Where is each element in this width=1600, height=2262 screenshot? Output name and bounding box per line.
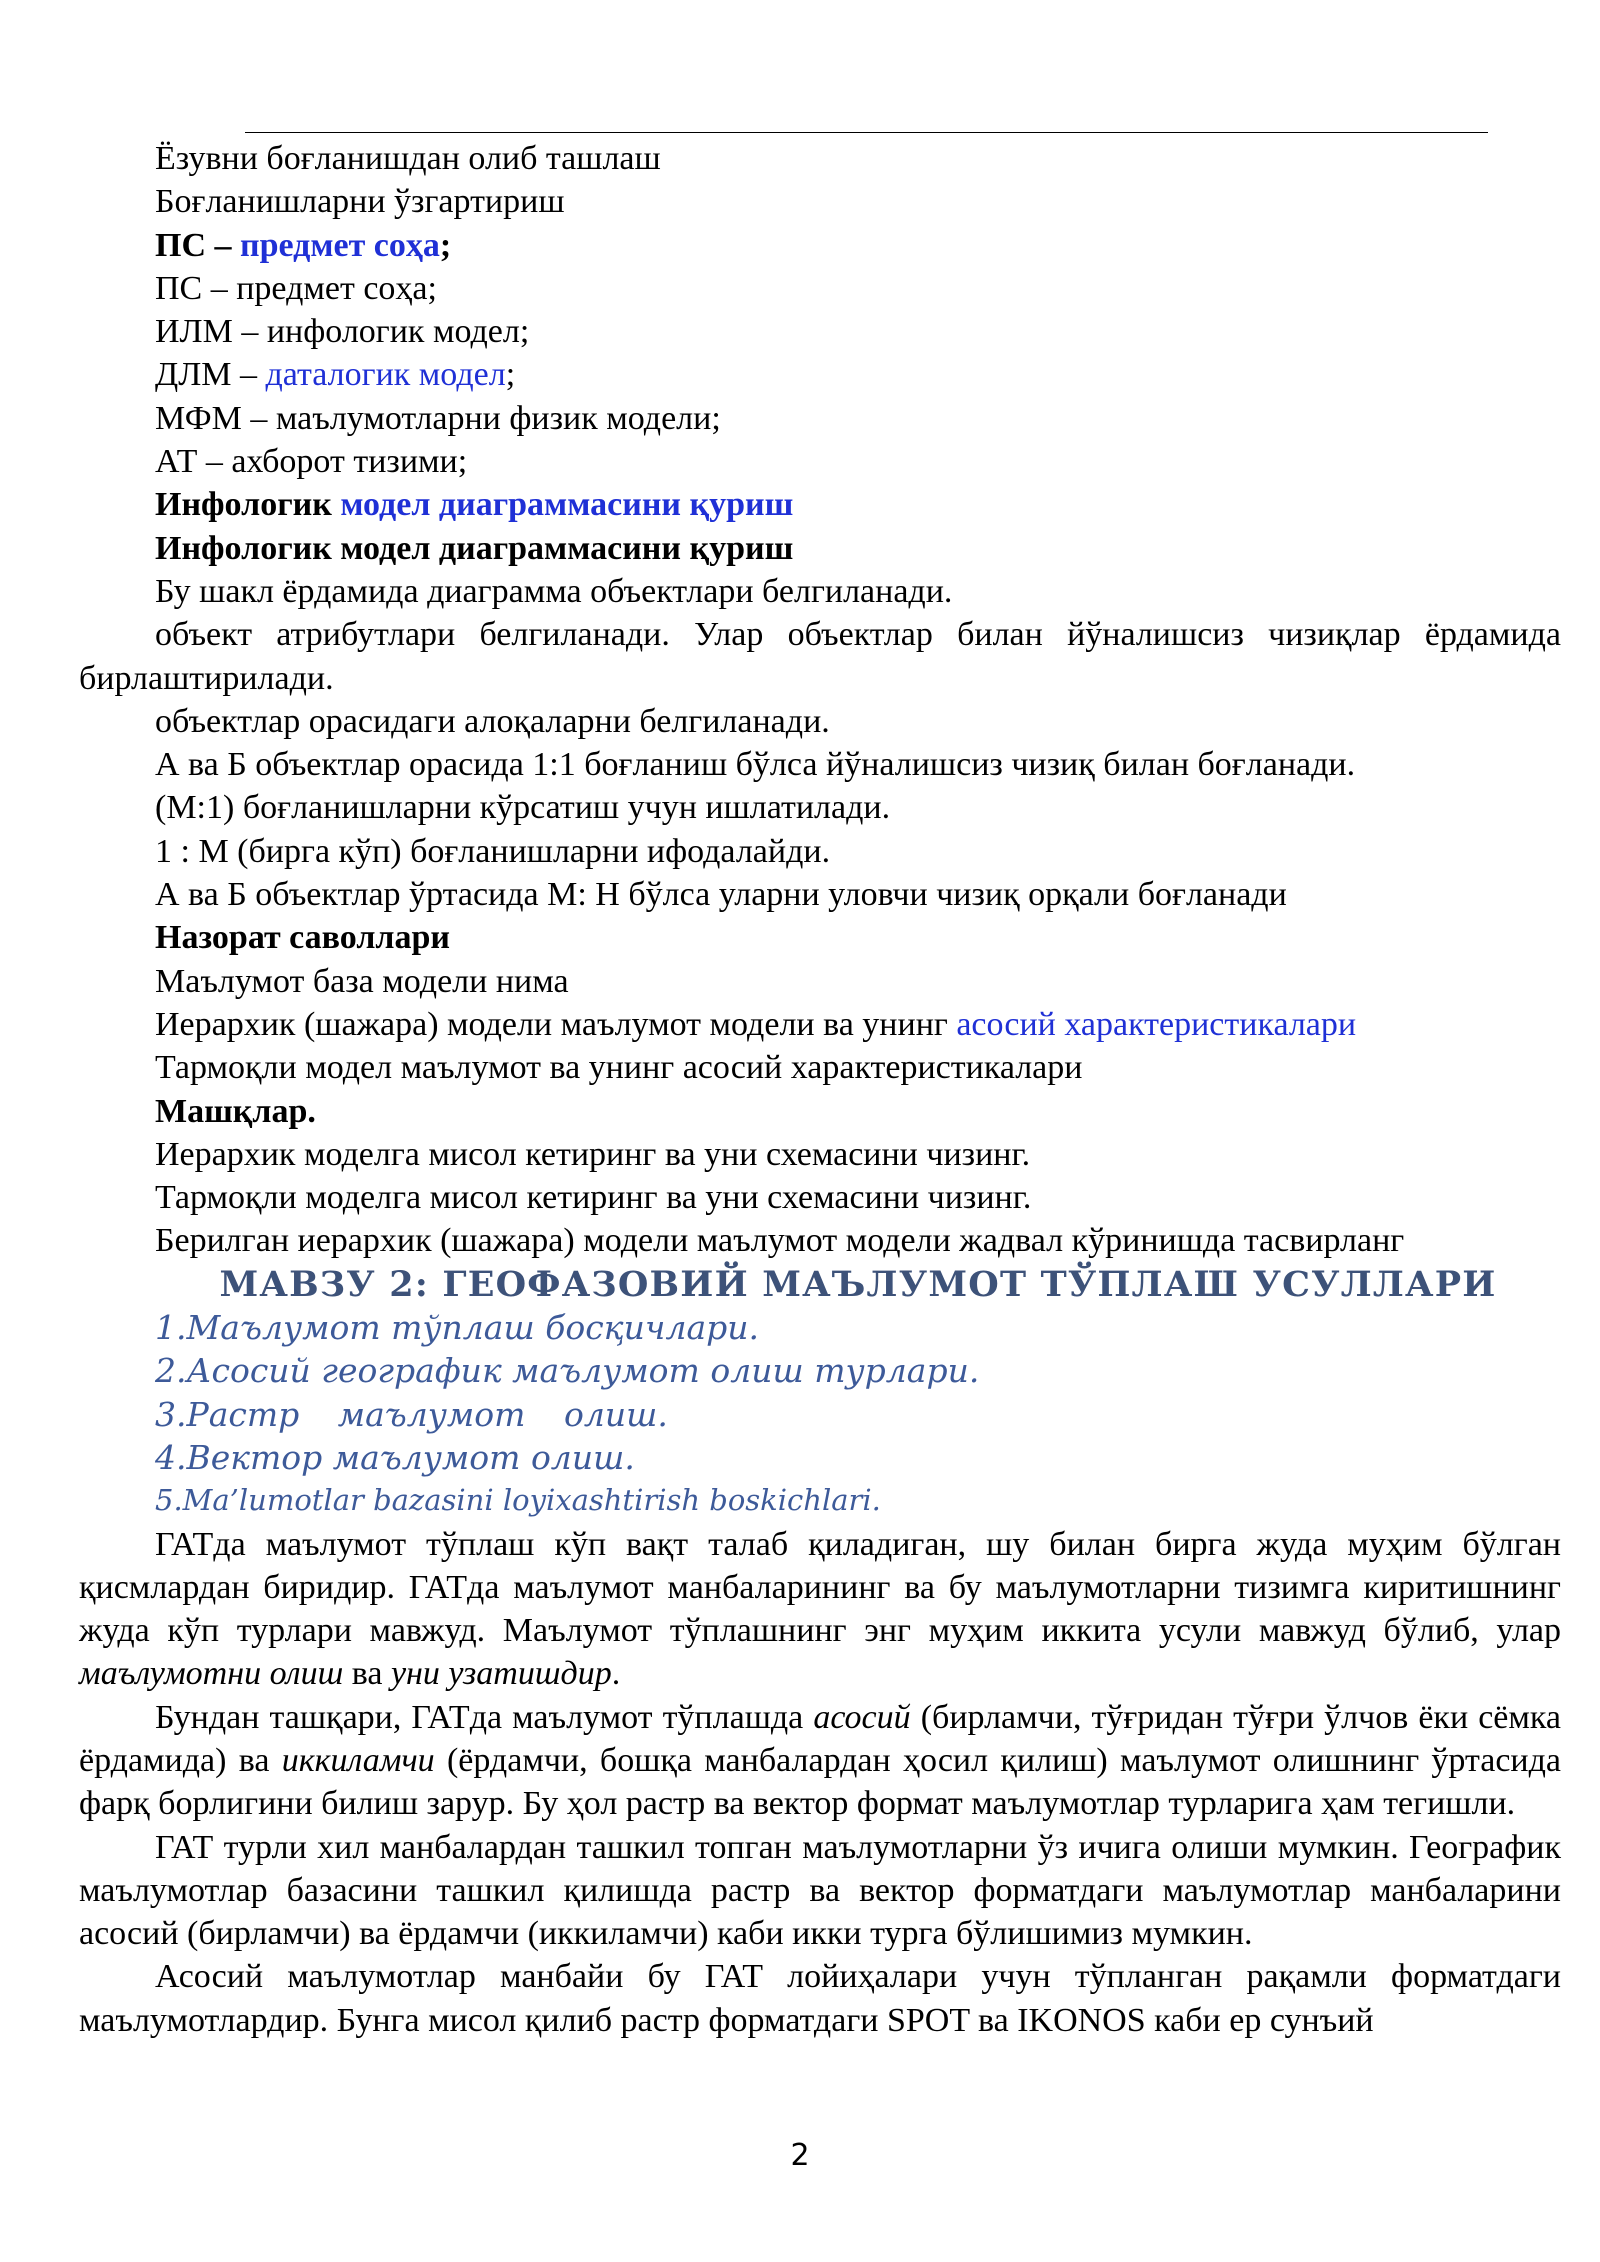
abbreviation-line: МФМ – маълумотларни физик модели; [155, 399, 721, 437]
topic-plan-item: 3.Растр маълумот олиш. [155, 1394, 668, 1434]
infolog-line: (М:1) боғланишларни кўрсатиш учун ишлатилади. [155, 789, 891, 827]
ps-suffix: ; [439, 226, 452, 264]
topic-plan-item: 1.Маълумот тўплаш босқичлари. [155, 1308, 760, 1348]
abbreviation-line: ПС – предмет соҳа; [155, 269, 437, 307]
infolog-line: 1 : М (бирга кўп) боғланишларни ифодалайди. [155, 832, 831, 870]
topic-plan-item: 4.Вектор маълумот олиш. [155, 1437, 635, 1477]
characteristics-link[interactable]: асосий характеристикалари [956, 1005, 1357, 1043]
para1-end: . [611, 1655, 621, 1693]
abbreviation-line: ИЛМ – инфологик модел; [155, 313, 530, 351]
control-question: Маълумот база модели нима [155, 962, 569, 1000]
infolog-heading-link[interactable]: модел диаграммасини қуриш [340, 486, 794, 524]
task-item: Берилган иерархик (шажара) модели маълумот модели жадвал кўринишда тасвирланг [155, 1222, 1405, 1260]
para2-text: (бирламчи, тўғридан тўғри ўлчов ёки сёмка ёрдамида) ва [79, 1698, 1561, 1779]
infolog-line: А ва Б объектлар ўртасида М: Н бўлса уларни уловчи чизиқ орқали боғланади [155, 876, 1287, 914]
control-question-prefix: Иерархик (шажара) модели маълумот модели ва унинг [155, 1005, 957, 1043]
ps-link[interactable]: предмет соҳа [240, 226, 440, 264]
topic-title: МАВЗУ 2: ГЕОФАЗОВИЙ МАЪЛУМОТ ТЎПЛАШ УСУЛЛАРИ [219, 1263, 1497, 1305]
header-rule [245, 132, 1488, 133]
para1-emphasis: уни узатишдир [390, 1655, 612, 1693]
text-line: Боғланишларни ўзгартириш [155, 183, 565, 221]
page-content [79, 137, 1561, 2042]
infolog-line: объект атрибутлари белгиланади. Улар объектлар билан йўналишсиз чизиқлар ёрдамида бирлаштирилади. [79, 616, 1561, 697]
task-item: Тармоқли моделга мисол кетиринг ва уни схемасини чизинг. [155, 1179, 1032, 1217]
infolog-heading-linked [79, 483, 1561, 526]
text-line: Ёзувни боғланишдан олиб ташлаш [155, 140, 661, 177]
topic-plan-item: 5.Ma’lumotlar bazasini loyixashtirish boskichlari. [155, 1483, 881, 1518]
para2-text: (ёрдамчи, бошқа манбалардан ҳосил қилиш) маълумот олишнинг ўртасида фарқ борлигини билиш зарур. Бу ҳол растр ва вектор формат маълумотлар турларига ҳам тегишли. [79, 1741, 1562, 1823]
infolog-line: А ва Б объектлар орасида 1:1 боғланиш бўлса йўналишсиз чизиқ билан боғланади. [155, 746, 1356, 784]
body-paragraph-1 [79, 1523, 1561, 1696]
topic-plan-item: 2.Асосий географик маълумот олиш турлари. [155, 1351, 980, 1391]
body-paragraph-4: Асосий маълумотлар манбайи бу ГАТ лойиҳалари учун тўпланган рақамли форматдаги маълумотлардир. Бунга мисол қилиб растр форматдаги SPOT ва IKONOS каби ер сунъий [79, 1958, 1561, 2039]
infolog-line: Бу шакл ёрдамида диаграмма объектлари белгиланади. [155, 572, 953, 610]
task-item: Иерархик моделга мисол кетиринг ва уни схемасини чизинг. [155, 1135, 1031, 1173]
body-paragraph-3: ГАТ турли хил манбалардан ташкил топган маълумотларни ўз ичига олиши мумкин. Географик маълумотлар базасини ташкил қилишда растр ва вектор форматдаги маълумотлар манбаларини асосий (бирламчи) ва ёрдамчи (иккиламчи) каби икки турга бўлишимиз мумкин. [79, 1828, 1561, 1953]
infolog-line: объектлар орасидаги алоқаларни белгиланади. [155, 702, 830, 740]
ps-definition-bold [79, 224, 1561, 267]
dlm-definition [79, 353, 1561, 396]
control-questions-heading: Назорат саволлари [155, 919, 450, 957]
para1-mid: ва [343, 1655, 391, 1693]
page-number: 2 [790, 2138, 810, 2173]
para2-emphasis: асосий [813, 1698, 911, 1736]
para1-emphasis: маълумотни олиш [79, 1655, 344, 1693]
dlm-link[interactable]: даталогик модел [265, 356, 506, 394]
control-question: Тармоқли модел маълумот ва унинг асосий характеристикалари [155, 1049, 1083, 1087]
dlm-prefix: ДЛМ – [155, 356, 266, 394]
tasks-heading: Машқлар. [155, 1092, 316, 1130]
dlm-suffix: ; [505, 356, 516, 394]
infolog-heading: Инфологик модел диаграммасини қуриш [155, 529, 794, 567]
para1-text: ГАТда маълумот тўплаш кўп вақт талаб қиладиган, шу билан бирга жуда муҳим бўлган қисмлардан биридир. ГАТда маълумот манбаларининг ва бу маълумотларни тизимга киритишнинг жуда кўп турлари мавжуд. Маълумот тўплашнинг энг муҳим иккита усули мавжуд бўлиб, улар [79, 1525, 1561, 1650]
control-question [79, 1003, 1561, 1046]
ps-prefix: ПС – [155, 226, 240, 264]
para2-text: Бундан ташқари, ГАТда маълумот тўплашда [155, 1698, 814, 1736]
para2-emphasis: иккиламчи [281, 1741, 435, 1779]
abbreviation-line: АТ – ахборот тизими; [155, 443, 468, 481]
infolog-heading-prefix: Инфологик [155, 486, 341, 524]
body-paragraph-2 [79, 1696, 1561, 1826]
